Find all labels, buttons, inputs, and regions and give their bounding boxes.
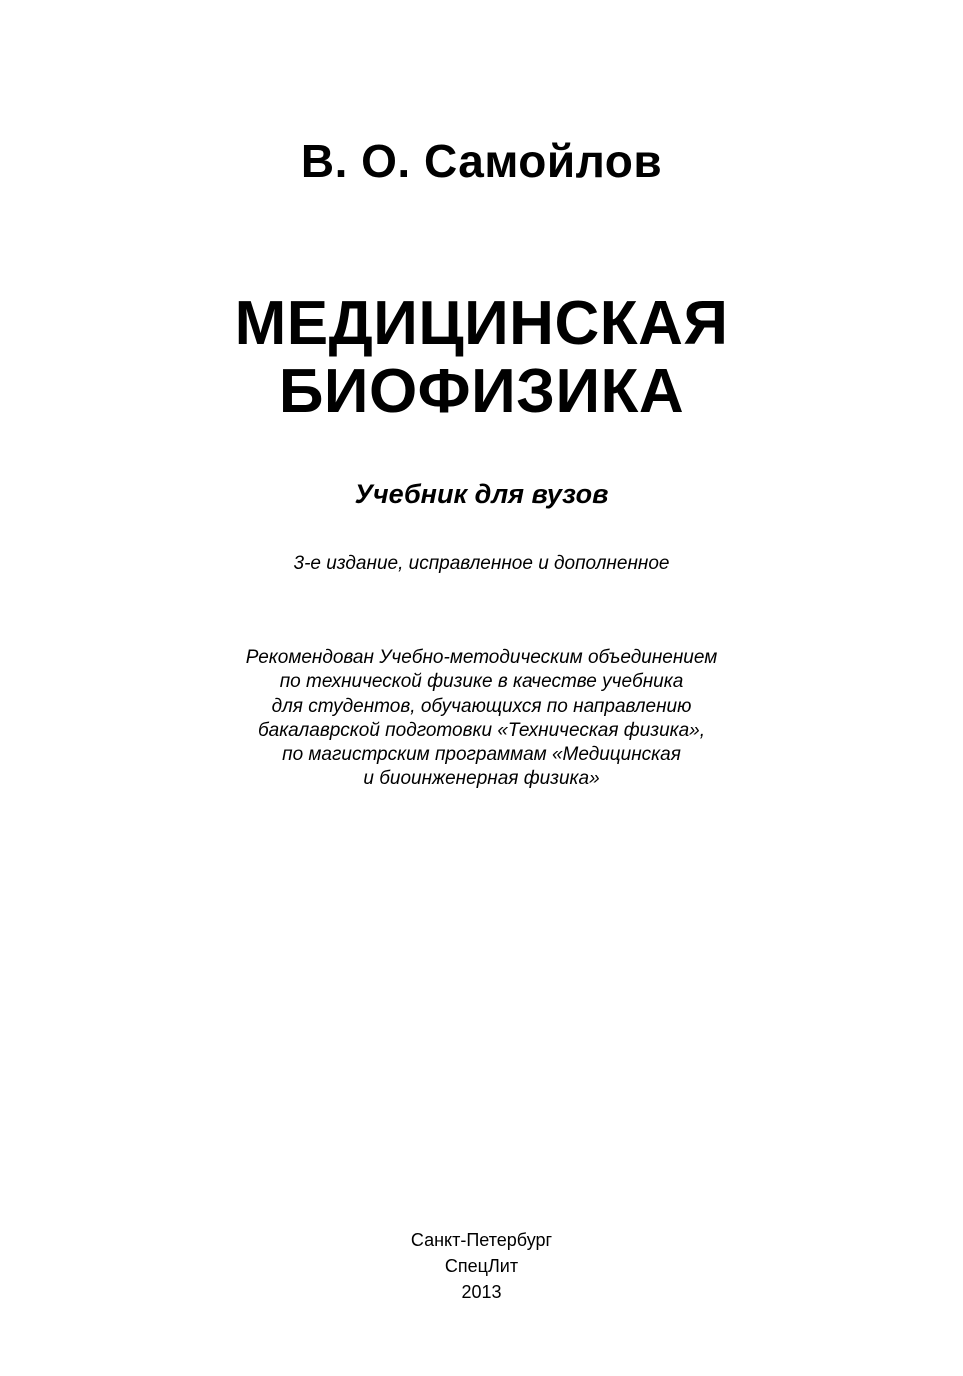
recommendation-line: по технической физике в качестве учебника [279,671,684,693]
author-name: В. О. Самойлов [300,135,663,187]
recommendation-line: по магистрским программам «Медицинская [282,744,681,766]
recommendation-line: для студентов, обучающихся по направлению [271,695,692,717]
recommendation-line: и биоинженерная физика» [363,768,600,790]
recommendation-line: Рекомендован Учебно-методическим объединением [245,647,718,668]
book-title-line: БИОФИЗИКА [278,357,685,426]
imprint-publisher: СпецЛит [444,1256,519,1276]
imprint [0,1227,963,1305]
recommendation-line: бакалаврской подготовки «Техническая физика», [257,719,706,741]
book-title [0,290,963,426]
imprint-year: 2013 [461,1282,502,1302]
book-title-line: МЕДИЦИНСКАЯ [234,289,729,358]
book-subtitle: Учебник для вузов [354,479,609,509]
imprint-city: Санкт-Петербург [410,1230,553,1250]
recommendation-text [0,646,963,792]
edition-note: 3-е издание, исправленное и дополненное [293,553,670,574]
